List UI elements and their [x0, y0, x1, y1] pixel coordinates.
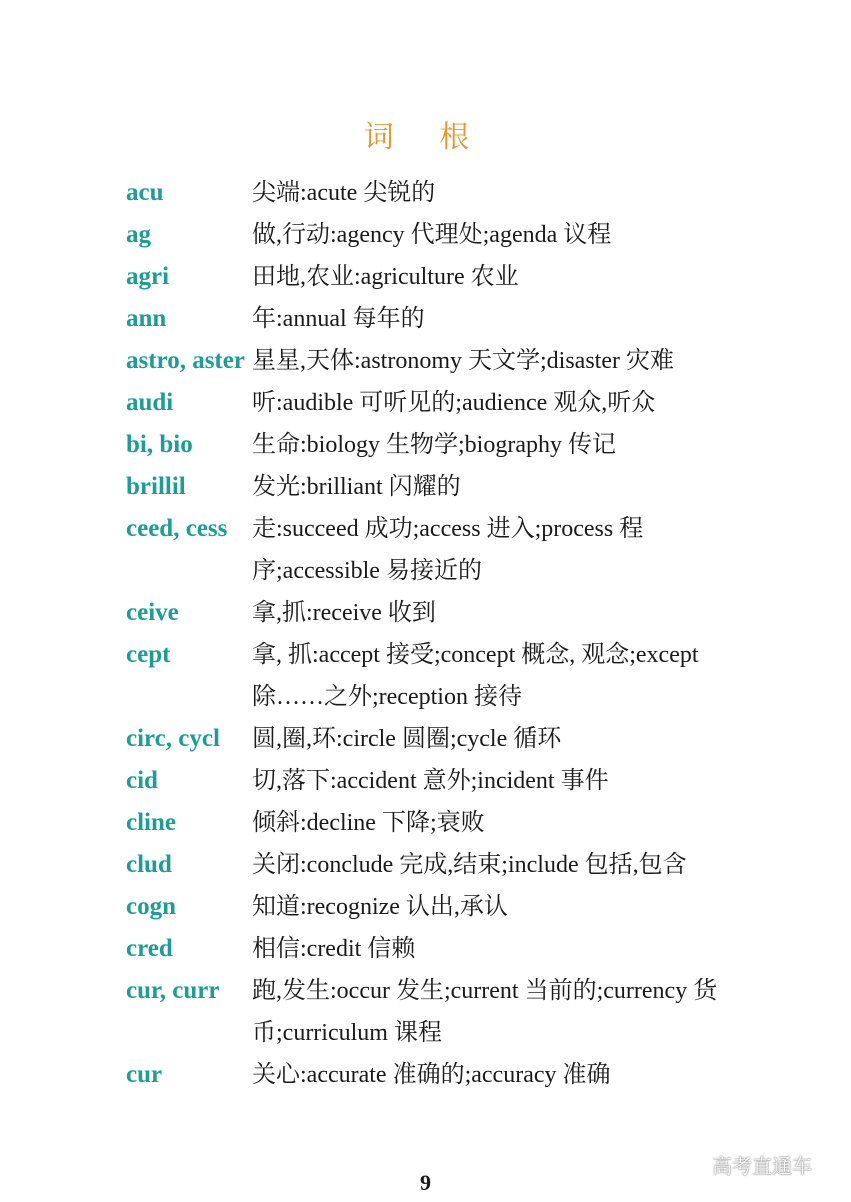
list-item: [126, 928, 736, 970]
word-root: cept: [126, 641, 171, 668]
list-item: [126, 1054, 736, 1096]
root-meaning: 生命:biology 生物学;biography 传记: [252, 432, 616, 458]
wechat-icon: [680, 1154, 706, 1176]
list-item: [126, 466, 736, 508]
root-meaning: 关闭:conclude 完成,结束;include 包括,包含: [252, 852, 687, 878]
root-meaning: 走:succeed 成功;access 进入;process 程序;accessible 易接近的: [252, 516, 644, 584]
watermark: [680, 1150, 812, 1179]
word-root: astro, aster: [126, 347, 245, 374]
watermark-text: 高考直通车: [712, 1154, 812, 1178]
list-item: [126, 760, 736, 802]
root-meaning: 拿,抓:receive 收到: [252, 600, 436, 626]
list-item: [126, 970, 736, 1054]
page-number: 9: [420, 1170, 431, 1195]
list-item: [126, 886, 736, 928]
word-root: ag: [126, 221, 151, 248]
root-meaning: 跑,发生:occur 发生;current 当前的;currency 货币;curriculum 课程: [252, 978, 718, 1046]
root-meaning: 尖端:acute 尖锐的: [252, 180, 436, 206]
word-root: circ, cycl: [126, 725, 220, 752]
root-meaning: 切,落下:accident 意外;incident 事件: [252, 768, 609, 794]
list-item: [126, 844, 736, 886]
word-root: cur, curr: [126, 977, 220, 1004]
list-item: [126, 340, 736, 382]
root-meaning: 听:audible 可听见的;audience 观众,听众: [252, 390, 656, 416]
word-root: cogn: [126, 893, 176, 920]
root-meaning: 关心:accurate 准确的;accuracy 准确: [252, 1062, 611, 1088]
list-item: [126, 718, 736, 760]
root-meaning: 倾斜:decline 下降;衰败: [252, 810, 485, 836]
list-item: [126, 214, 736, 256]
root-meaning: 田地,农业:agriculture 农业: [252, 264, 519, 290]
word-root: cur: [126, 1061, 163, 1088]
root-meaning: 发光:brilliant 闪耀的: [252, 474, 461, 500]
word-root: ceive: [126, 599, 179, 626]
list-item: [126, 172, 736, 214]
word-root: bi, bio: [126, 431, 193, 458]
list-item: [126, 298, 736, 340]
list-item: [126, 802, 736, 844]
word-root: cline: [126, 809, 176, 836]
root-meaning: 知道:recognize 认出,承认: [252, 894, 508, 920]
root-meaning: 年:annual 每年的: [252, 306, 425, 332]
root-meaning: 做,行动:agency 代理处;agenda 议程: [252, 222, 612, 248]
word-root: audi: [126, 389, 174, 416]
word-root: cid: [126, 767, 158, 794]
root-meaning: 星星,天体:astronomy 天文学;disaster 灾难: [252, 348, 674, 374]
list-item: [126, 508, 736, 592]
word-root: brillil: [126, 473, 186, 500]
word-root-list: [126, 172, 736, 1096]
root-meaning: 相信:credit 信赖: [252, 936, 416, 962]
list-item: [126, 382, 736, 424]
word-root: acu: [126, 179, 164, 206]
list-item: [126, 592, 736, 634]
word-root: ann: [126, 305, 167, 332]
word-root: agri: [126, 263, 170, 290]
list-item: [126, 256, 736, 298]
page-title: 词 根: [363, 120, 488, 155]
word-root: cred: [126, 935, 173, 962]
word-root: ceed, cess: [126, 515, 228, 542]
word-root: clud: [126, 851, 172, 878]
root-meaning: 拿, 抓:accept 接受;concept 概念, 观念;except 除……之外;reception 接待: [252, 642, 699, 710]
root-meaning: 圆,圈,环:circle 圆圈;cycle 循环: [252, 726, 562, 752]
list-item: [126, 424, 736, 466]
list-item: [126, 634, 736, 718]
